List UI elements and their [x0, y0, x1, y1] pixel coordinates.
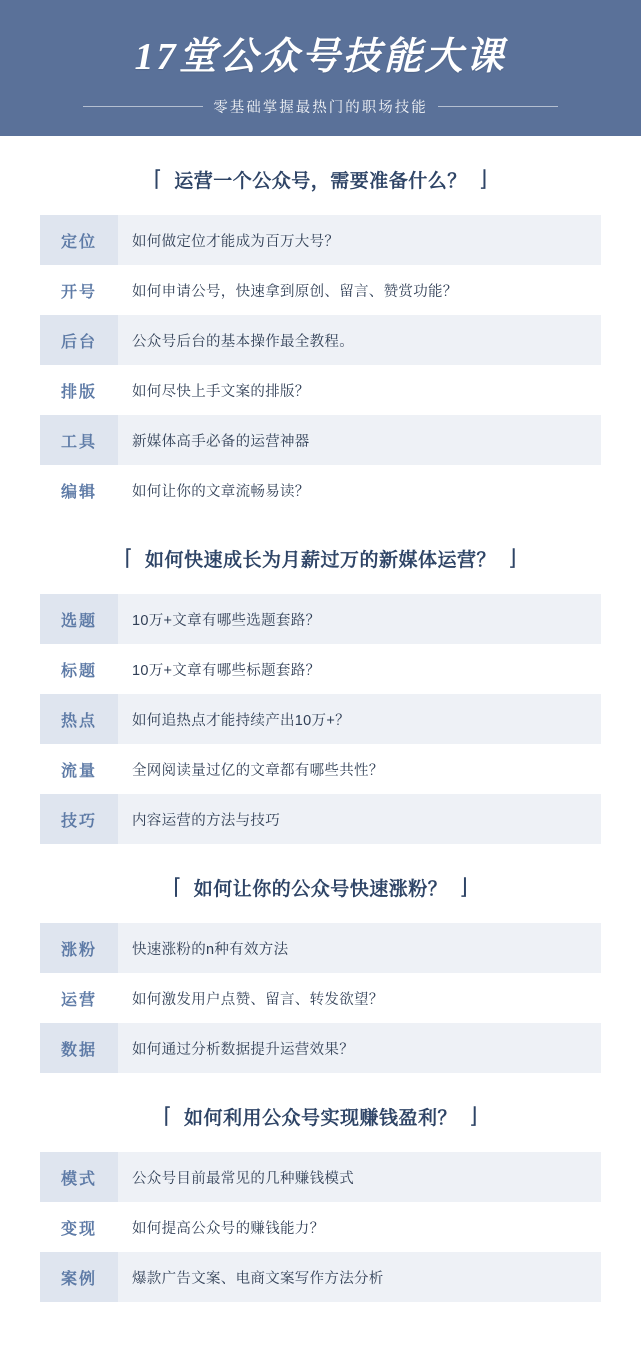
divider-line-right — [438, 106, 558, 107]
bracket-left-icon — [124, 547, 133, 569]
lesson-description: 如何通过分析数据提升运营效果？ — [118, 1023, 601, 1073]
section — [0, 545, 641, 844]
bracket-right-icon — [508, 547, 517, 569]
section-title-row — [40, 1103, 601, 1130]
lesson-tag: 涨粉 — [40, 923, 118, 973]
bracket-left-icon — [163, 1105, 172, 1127]
lesson-row[interactable] — [40, 1152, 601, 1202]
lesson-description: 公众号目前最常见的几种赚钱模式 — [118, 1152, 601, 1202]
section — [0, 166, 641, 515]
lesson-row[interactable] — [40, 644, 601, 694]
lesson-tag: 标题 — [40, 644, 118, 694]
lesson-description: 如何尽快上手文案的排版？ — [118, 365, 601, 415]
lesson-list — [40, 215, 601, 515]
lesson-tag: 运营 — [40, 973, 118, 1023]
lesson-row[interactable] — [40, 415, 601, 465]
lesson-description: 快速涨粉的n种有效方法 — [118, 923, 601, 973]
lesson-row[interactable] — [40, 315, 601, 365]
lesson-description: 如何做定位才能成为百万大号？ — [118, 215, 601, 265]
lesson-tag: 排版 — [40, 365, 118, 415]
lesson-row[interactable] — [40, 923, 601, 973]
poster-subtitle: 零基础掌握最热门的职场技能 — [213, 100, 428, 116]
lesson-list — [40, 1152, 601, 1302]
header-divider — [0, 96, 641, 117]
bracket-left-icon — [154, 168, 163, 190]
section — [0, 1103, 641, 1302]
lesson-tag: 数据 — [40, 1023, 118, 1073]
lesson-description: 10万+文章有哪些选题套路？ — [118, 594, 601, 644]
lesson-row[interactable] — [40, 1023, 601, 1073]
section-title-row — [40, 166, 601, 193]
bracket-right-icon — [459, 876, 468, 898]
lesson-description: 如何申请公号，快速拿到原创、留言、赞赏功能？ — [118, 265, 601, 315]
bracket-right-icon — [469, 1105, 478, 1127]
lesson-row[interactable] — [40, 744, 601, 794]
lesson-description: 全网阅读量过亿的文章都有哪些共性？ — [118, 744, 601, 794]
poster-title: 17堂公众号技能大课 — [134, 36, 507, 78]
divider-line-left — [83, 106, 203, 107]
lesson-row[interactable] — [40, 973, 601, 1023]
section-title: 运营一个公众号，需要准备什么？ — [174, 171, 467, 192]
lesson-row[interactable] — [40, 215, 601, 265]
lesson-tag: 编辑 — [40, 465, 118, 515]
lesson-tag: 选题 — [40, 594, 118, 644]
lesson-row[interactable] — [40, 465, 601, 515]
section-title: 如何让你的公众号快速涨粉？ — [193, 879, 448, 900]
lesson-description: 10万+文章有哪些标题套路？ — [118, 644, 601, 694]
lesson-tag: 后台 — [40, 315, 118, 365]
bracket-left-icon — [173, 876, 182, 898]
lesson-tag: 案例 — [40, 1252, 118, 1302]
lesson-row[interactable] — [40, 365, 601, 415]
poster-header — [0, 0, 641, 136]
section-title: 如何利用公众号实现赚钱盈利？ — [183, 1108, 457, 1129]
section-title-row — [40, 545, 601, 572]
lesson-description: 如何激发用户点赞、留言、转发欲望？ — [118, 973, 601, 1023]
lesson-tag: 模式 — [40, 1152, 118, 1202]
lesson-row[interactable] — [40, 794, 601, 844]
lesson-tag: 技巧 — [40, 794, 118, 844]
lesson-tag: 流量 — [40, 744, 118, 794]
lesson-description: 公众号后台的基本操作最全教程。 — [118, 315, 601, 365]
lesson-tag: 变现 — [40, 1202, 118, 1252]
lesson-row[interactable] — [40, 1202, 601, 1252]
lesson-row[interactable] — [40, 265, 601, 315]
sections-container — [0, 166, 641, 1302]
lesson-row[interactable] — [40, 594, 601, 644]
lesson-description: 新媒体高手必备的运营神器 — [118, 415, 601, 465]
lesson-tag: 工具 — [40, 415, 118, 465]
section-title-row — [40, 874, 601, 901]
lesson-tag: 热点 — [40, 694, 118, 744]
bracket-right-icon — [479, 168, 488, 190]
lesson-list — [40, 923, 601, 1073]
lesson-tag: 定位 — [40, 215, 118, 265]
lesson-description: 内容运营的方法与技巧 — [118, 794, 601, 844]
lesson-description: 如何提高公众号的赚钱能力？ — [118, 1202, 601, 1252]
section — [0, 874, 641, 1073]
lesson-list — [40, 594, 601, 844]
lesson-row[interactable] — [40, 694, 601, 744]
lesson-description: 如何让你的文章流畅易读？ — [118, 465, 601, 515]
lesson-description: 如何追热点才能持续产出10万+？ — [118, 694, 601, 744]
lesson-description: 爆款广告文案、电商文案写作方法分析 — [118, 1252, 601, 1302]
lesson-tag: 开号 — [40, 265, 118, 315]
section-title: 如何快速成长为月薪过万的新媒体运营？ — [144, 550, 496, 571]
lesson-row[interactable] — [40, 1252, 601, 1302]
